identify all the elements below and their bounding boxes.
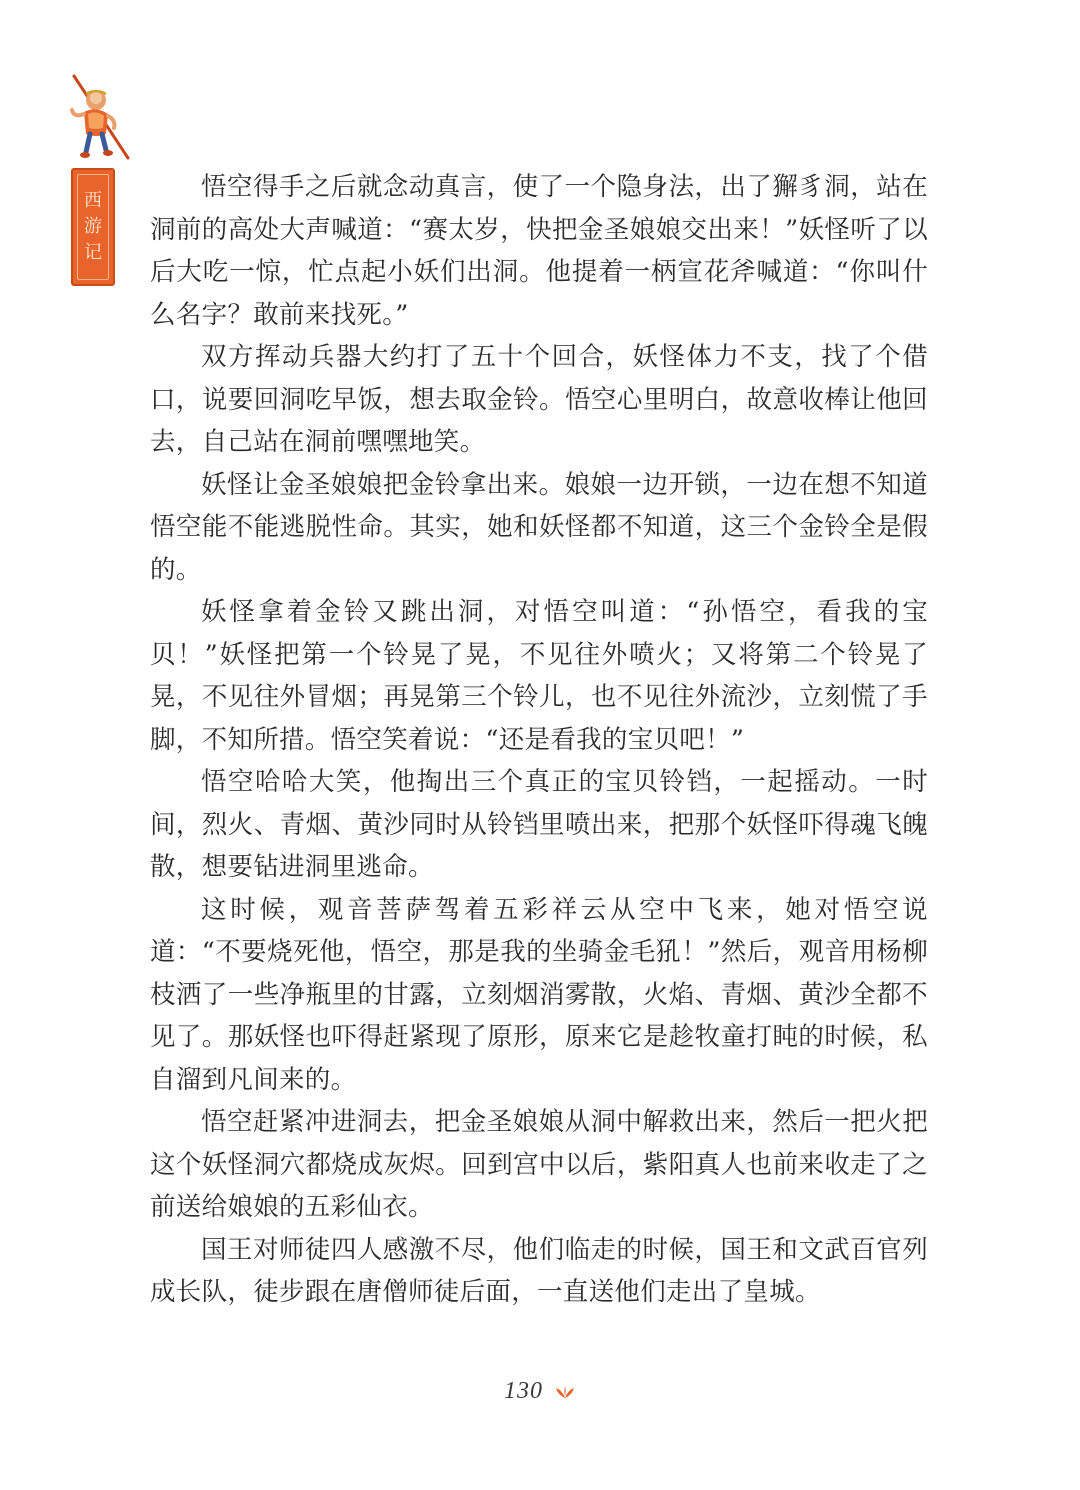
- paragraph: 悟空得手之后就念动真言，使了一个隐身法，出了獬豸洞，站在洞前的高处大声喊道：“赛太岁，快把金圣娘娘交出来！”妖怪听了以后大吃一惊，忙点起小妖们出洞。他提着一柄宣花斧喊道：“你叫什么名字？敢前来找死。”: [150, 172, 928, 330]
- page-body: [150, 166, 928, 1314]
- monkey-king-icon: [62, 70, 134, 162]
- paragraph: 双方挥动兵器大约打了五十个回合，妖怪体力不支，找了个借口，说要回洞吃早饭，想去取金铃。悟空心里明白，故意收棒让他回去，自己站在洞前嘿嘿地笑。: [150, 342, 928, 457]
- paragraph: 悟空哈哈大笑，他掏出三个真正的宝贝铃铛，一起摇动。一时间，烈火、青烟、黄沙同时从铃铛里喷出来，把那个妖怪吓得魂飞魄散，想要钻进洞里逃命。: [150, 767, 928, 882]
- paragraph: 这时候，观音菩萨驾着五彩祥云从空中飞来，她对悟空说道：“不要烧死他，悟空，那是我的坐骑金毛犼！”然后，观音用杨柳枝洒了一些净瓶里的甘露，立刻烟消雾散，火焰、青烟、黄沙全都不见了。那妖怪也吓得赶紧现了原形，原来它是趁牧童打盹的时候，私自溜到凡间来的。: [150, 894, 928, 1095]
- paragraph: 妖怪让金圣娘娘把金铃拿出来。娘娘一边开锁，一边在想不知道悟空能不能逃脱性命。其实，她和妖怪都不知道，这三个金铃全是假的。: [150, 469, 928, 585]
- book-title-char: 记: [84, 242, 102, 263]
- page-footer: [0, 1378, 1080, 1405]
- page-number: 130: [503, 1378, 543, 1404]
- paragraph: 悟空赶紧冲进洞去，把金圣娘娘从洞中解救出来，然后一把火把这个妖怪洞穴都烧成灰烬。回到宫中以后，紫阳真人也前来收走了之前送给娘娘的五彩仙衣。: [150, 1107, 928, 1222]
- book-title-char: 游: [84, 216, 102, 237]
- paragraph: 国王对师徒四人感激不尽，他们临走的时候，国王和文武百官列成长队，徒步跟在唐僧师徒后面，一直送他们走出了皇城。: [150, 1234, 928, 1307]
- leaf-ornament-icon: [554, 1385, 576, 1399]
- paragraph: 妖怪拿着金铃又跳出洞，对悟空叫道：“孙悟空，看我的宝贝！”妖怪把第一个铃晃了晃，不见往外喷火；又将第二个铃晃了晃，不见往外冒烟；再晃第三个铃儿，也不见往外流沙，立刻慌了手脚，不知所措。悟空笑着说：“还是看我的宝贝吧！”: [150, 597, 928, 755]
- book-title-tag: [71, 168, 115, 286]
- book-title-char: 西: [84, 190, 102, 211]
